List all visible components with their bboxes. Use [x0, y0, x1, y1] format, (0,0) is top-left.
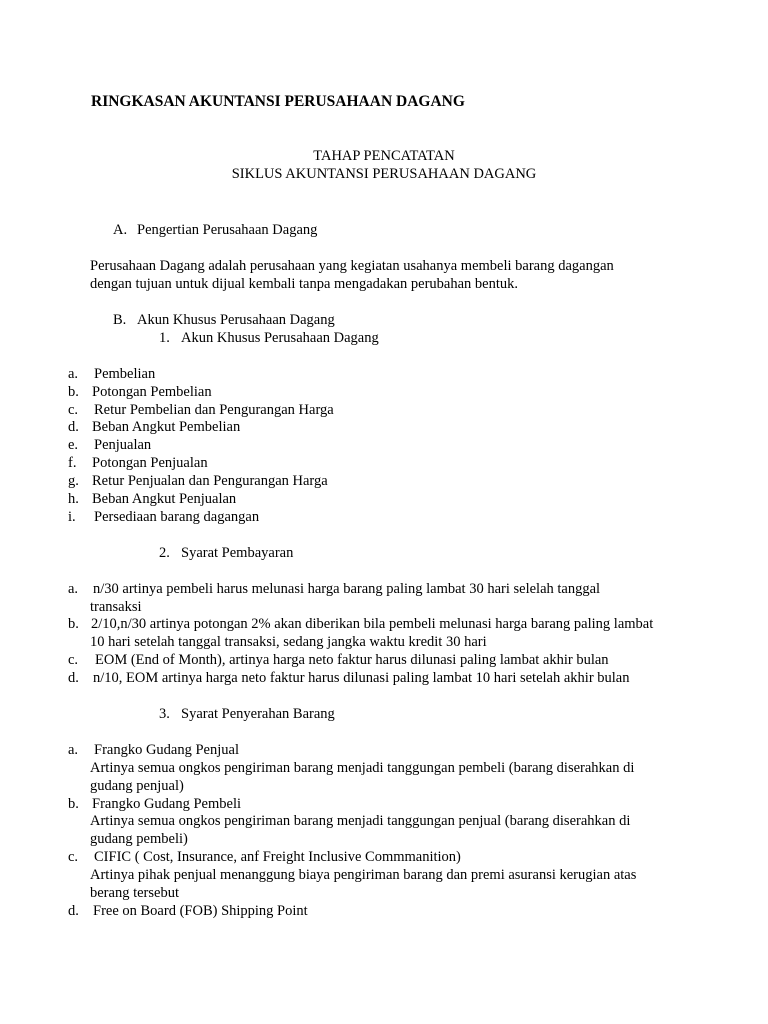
list-item: Retur Pembelian dan Pengurangan Harga	[94, 402, 334, 418]
list-item-marker: g.	[68, 473, 79, 489]
list-item: EOM (End of Month), artinya harga neto faktur harus dilunasi paling lambat akhir bulan	[95, 652, 609, 668]
subtitle-line-1: TAHAP PENCATATAN	[313, 148, 455, 164]
list-item: CIFIC ( Cost, Insurance, anf Freight Inclusive Commmanition)	[94, 849, 461, 865]
list-item: Frangko Gudang Pembeli	[92, 796, 242, 812]
list-item: Frangko Gudang Penjual	[94, 742, 239, 758]
sub2-heading: Syarat Pembayaran	[181, 545, 294, 561]
section-b-marker: B.	[113, 312, 127, 328]
list-item: Potongan Pembelian	[92, 384, 212, 400]
list-item-marker: e.	[68, 437, 79, 453]
sub1-heading: Akun Khusus Perusahaan Dagang	[181, 330, 379, 346]
list-item: n/10, EOM artinya harga neto faktur harus dilunasi paling lambat 10 hari setelah akhir bulan	[93, 670, 630, 686]
list-item: Retur Penjualan dan Pengurangan Harga	[92, 473, 328, 489]
list-item-marker: c.	[68, 849, 79, 865]
list-item-marker: b.	[68, 384, 79, 400]
list-item-description: Artinya semua ongkos pengiriman barang menjadi tanggungan pembeli (barang diserahkan di	[90, 760, 635, 776]
list-item: Beban Angkut Penjualan	[92, 491, 237, 507]
list-item-marker: d.	[68, 670, 79, 686]
list-item-description: berang tersebut	[90, 885, 179, 901]
list-item-marker: a.	[68, 581, 79, 597]
list-item-marker: d.	[68, 419, 79, 435]
list-item-marker: h.	[68, 491, 79, 507]
list-item-marker: c.	[68, 652, 79, 668]
list-item: n/30 artinya pembeli harus melunasi harga barang paling lambat 30 hari selelah tanggal	[93, 581, 601, 597]
list-item-marker: a.	[68, 366, 79, 382]
list-item-marker: a.	[68, 742, 79, 758]
subtitle-line-2: SIKLUS AKUNTANSI PERUSAHAAN DAGANG	[231, 166, 537, 182]
list-item: Free on Board (FOB) Shipping Point	[93, 903, 308, 919]
list-item-marker: b.	[68, 796, 79, 812]
list-item: Persediaan barang dagangan	[94, 509, 260, 525]
sub3-heading: Syarat Penyerahan Barang	[181, 706, 335, 722]
section-a-marker: A.	[113, 222, 128, 238]
list-item-description: Artinya semua ongkos pengiriman barang menjadi tanggungan penjual (barang diserahkan di	[90, 813, 631, 829]
section-b-heading: Akun Khusus Perusahaan Dagang	[137, 312, 335, 328]
list-item-description: gudang penjual)	[90, 778, 184, 794]
list-item-description: gudang pembeli)	[90, 831, 188, 847]
paragraph-line-2: dengan tujuan untuk dijual kembali tanpa mengadakan perubahan bentuk.	[90, 276, 519, 292]
list-item-continuation: transaksi	[90, 599, 142, 615]
list-item-marker: i.	[68, 509, 76, 525]
list-item: 2/10,n/30 artinya potongan 2% akan diberikan bila pembeli melunasi harga barang paling lambat	[91, 616, 654, 632]
sub3-marker: 3.	[159, 706, 170, 722]
list-item-marker: b.	[68, 616, 79, 632]
list-item-continuation: 10 hari setelah tanggal transaksi, sedang jangka waktu kredit 30 hari	[90, 634, 487, 650]
list-item: Penjualan	[94, 437, 152, 453]
list-item: Beban Angkut Pembelian	[92, 419, 241, 435]
list-item: Pembelian	[94, 366, 156, 382]
list-item-marker: f.	[68, 455, 77, 471]
document-title: RINGKASAN AKUNTANSI PERUSAHAAN DAGANG	[91, 93, 465, 110]
list-item: Potongan Penjualan	[92, 455, 208, 471]
list-item-marker: d.	[68, 903, 79, 919]
sub1-marker: 1.	[159, 330, 170, 346]
sub2-marker: 2.	[159, 545, 170, 561]
section-a-heading: Pengertian Perusahaan Dagang	[137, 222, 318, 238]
list-item-marker: c.	[68, 402, 79, 418]
list-item-description: Artinya pihak penjual menanggung biaya pengiriman barang dan premi asuransi kerugian atas	[90, 867, 637, 883]
paragraph-line-1: Perusahaan Dagang adalah perusahaan yang kegiatan usahanya membeli barang dagangan	[90, 258, 614, 274]
